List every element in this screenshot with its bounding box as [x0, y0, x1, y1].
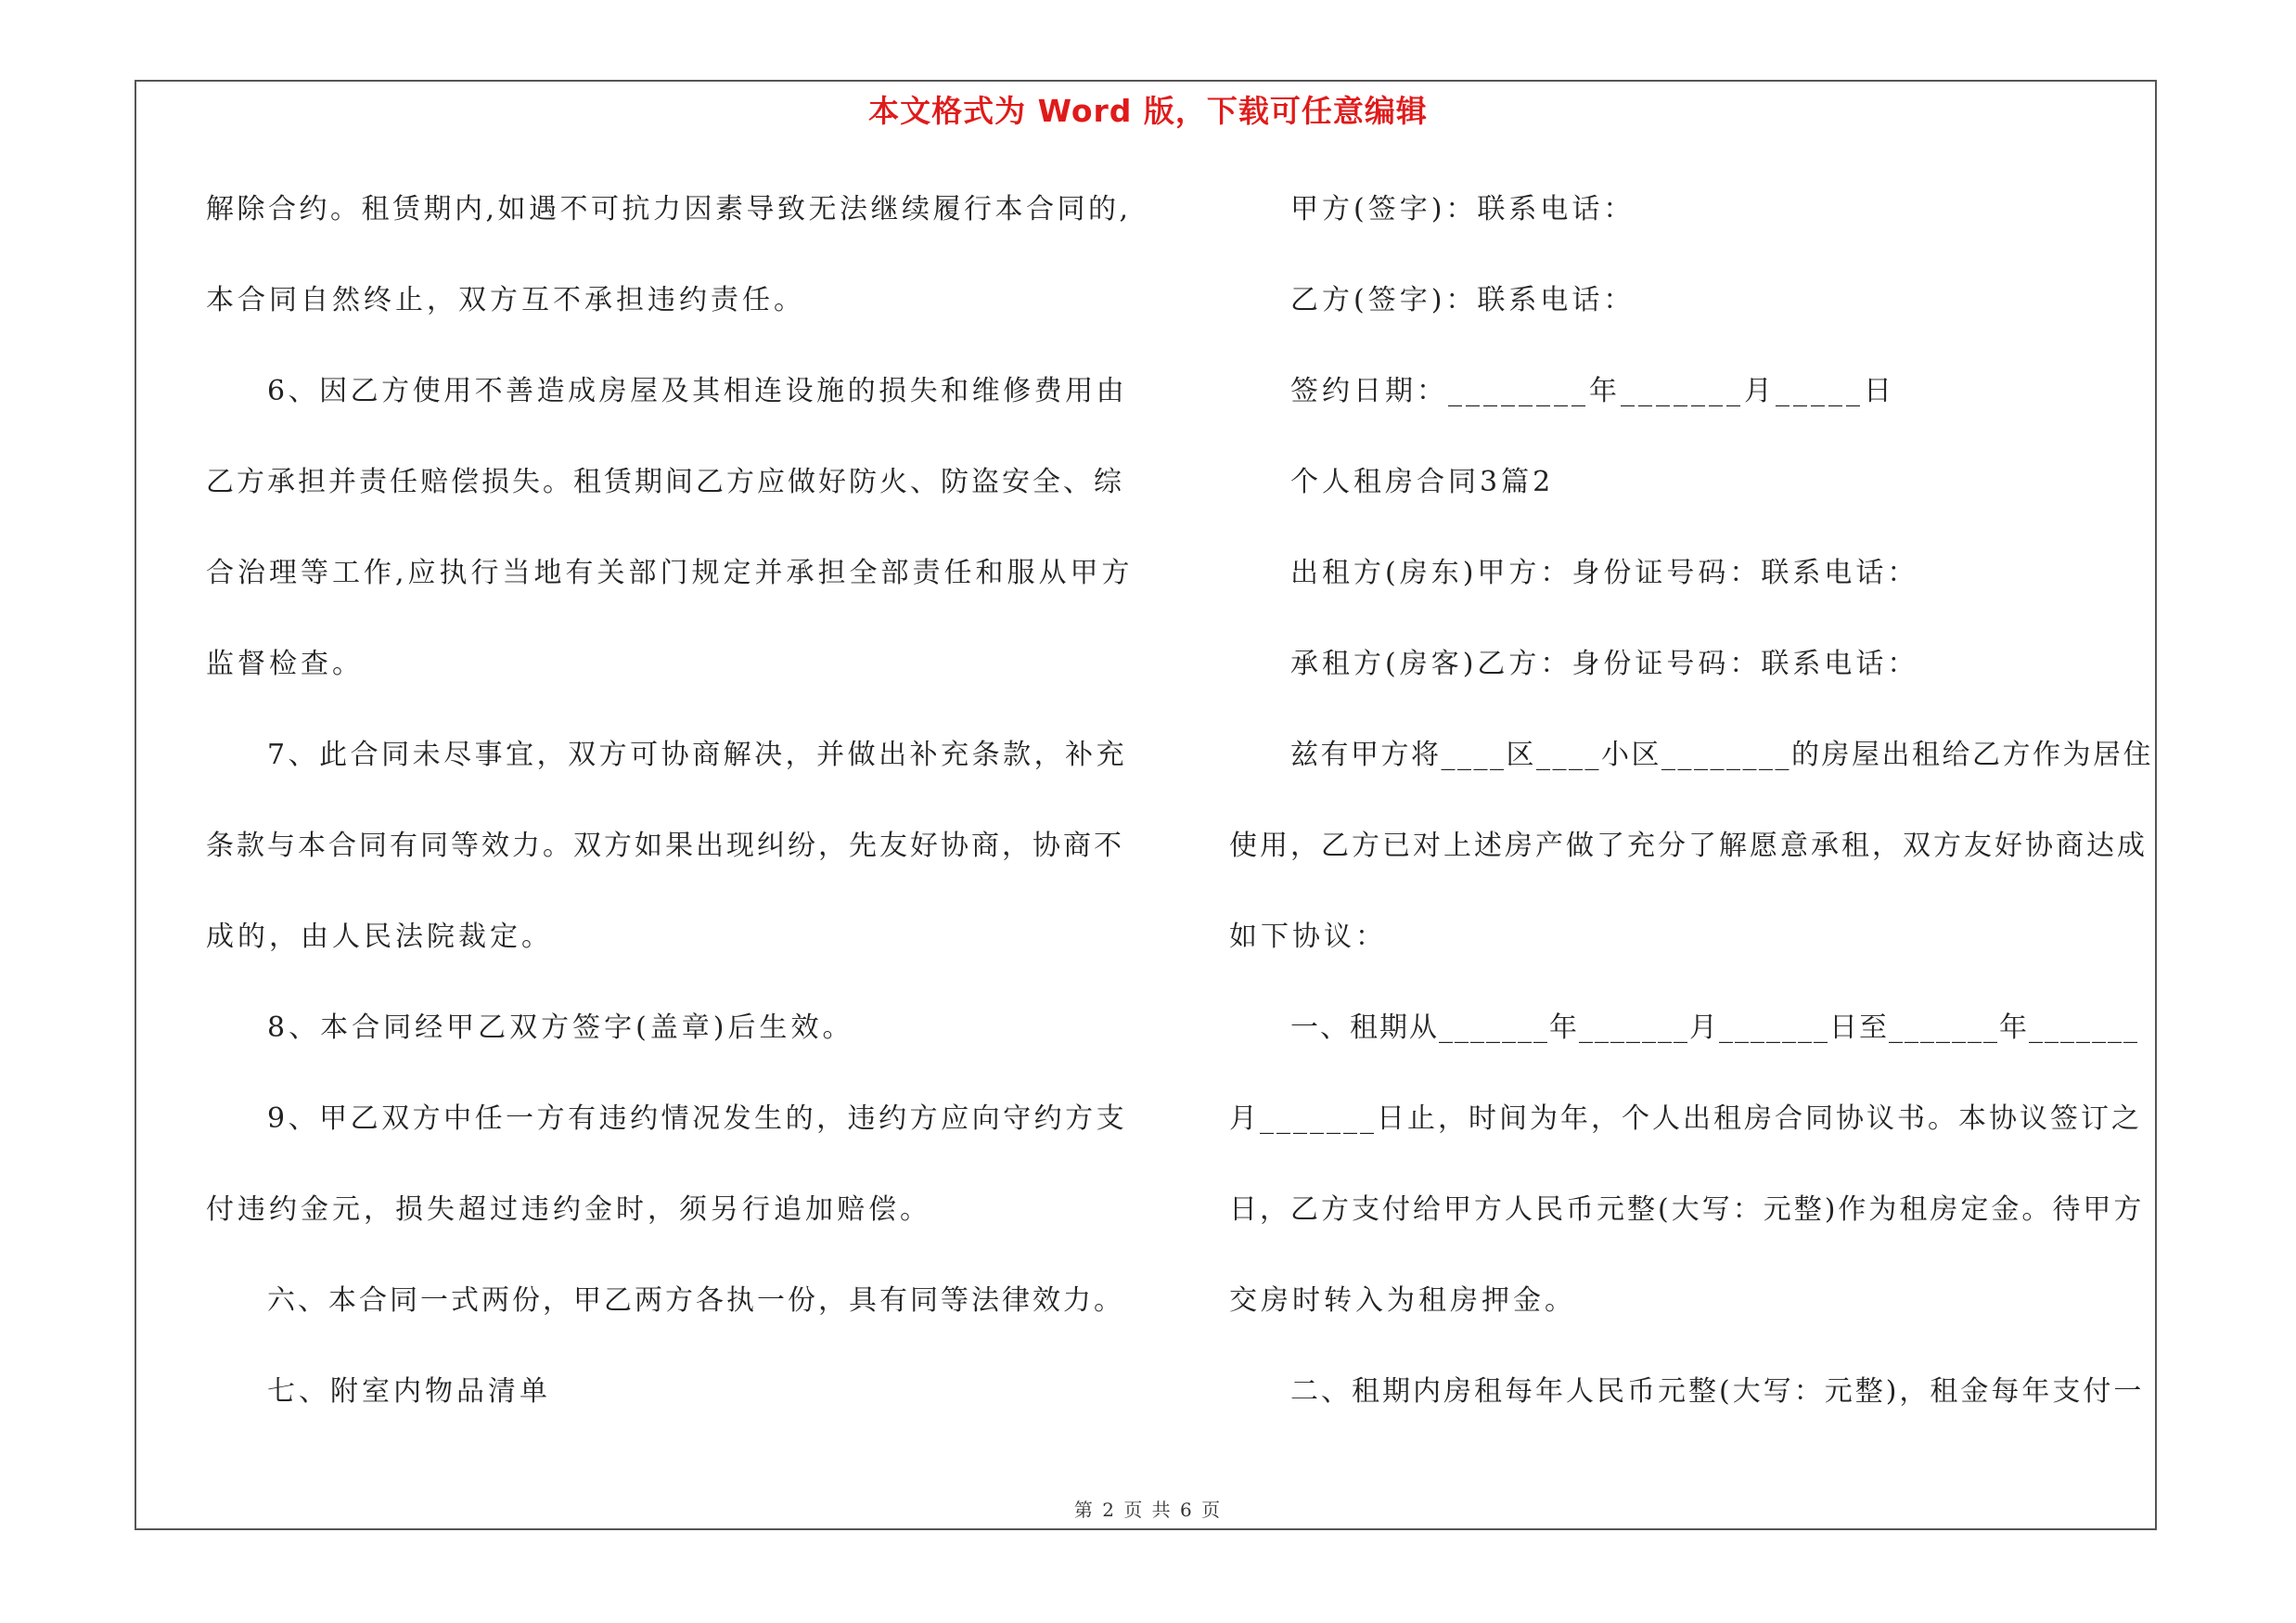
right-text-column	[1229, 182, 2157, 1455]
paragraph-line: 监督检查。	[206, 648, 364, 680]
paragraph-line: 8、本合同经甲乙双方签字(盖章)后生效。	[267, 1011, 854, 1044]
paragraph-line: 条款与本合同有同等效力。双方如果出现纠纷，先友好协商，协商不	[206, 830, 1124, 862]
paragraph-line: 二、租期内房租每年人民币元整(大写：元整)，租金每年支付一	[1290, 1375, 2145, 1408]
paragraph-line: 交房时转入为租房押金。	[1229, 1284, 1576, 1317]
section-heading: 个人租房合同3篇2	[1290, 466, 1555, 498]
paragraph-line: 甲方(签字)：联系电话：	[1290, 193, 1635, 225]
paragraph-line: 出租方(房东)甲方：身份证号码：联系电话：	[1290, 557, 1919, 589]
paragraph-line: 解除合约。租赁期内,如遇不可抗力因素导致无法继续履行本合同的,	[206, 193, 1132, 225]
paragraph-line: 如下协议：	[1229, 921, 1387, 953]
paragraph-line: 合治理等工作,应执行当地有关部门规定并承担全部责任和服从甲方	[206, 557, 1134, 589]
paragraph-line: 七、附室内物品清单	[267, 1375, 551, 1408]
paragraph-line: 日，乙方支付给甲方人民币元整(大写：元整)作为租房定金。待甲方	[1229, 1193, 2145, 1226]
paragraph-line: 承租方(房客)乙方：身份证号码：联系电话：	[1290, 648, 1919, 680]
paragraph-line: 月_______日止，时间为年，个人出租房合同协议书。本协议签订之	[1229, 1102, 2142, 1135]
paragraph-line: 六、本合同一式两份，甲乙两方各执一份，具有同等法律效力。	[267, 1284, 1124, 1317]
paragraph-line: 乙方承担并责任赔偿损失。租赁期间乙方应做好防火、防盗安全、综	[206, 466, 1124, 498]
paragraph-line: 一、租期从_______年_______月_______日至_______年_______	[1290, 1011, 2139, 1044]
paragraph-line: 7、此合同未尽事宜，双方可协商解决，并做出补充条款，补充	[267, 739, 1128, 771]
format-notice-banner: 本文格式为 Word 版，下载可任意编辑	[868, 93, 1428, 129]
paragraph-line: 使用，乙方已对上述房产做了充分了解愿意承租，双方友好协商达成	[1229, 830, 2148, 862]
paragraph-line: 9、甲乙双方中任一方有违约情况发生的，违约方应向守约方支	[267, 1102, 1128, 1135]
paragraph-line: 成的，由人民法院裁定。	[206, 921, 553, 953]
left-text-column	[206, 182, 1134, 1455]
paragraph-line: 签约日期：________年_______月_____日	[1290, 375, 1895, 407]
paragraph-line: 6、因乙方使用不善造成房屋及其相连设施的损失和维修费用由	[267, 375, 1128, 407]
paragraph-line: 兹有甲方将____区____小区________的房屋出租给乙方作为居住	[1290, 739, 2153, 771]
paragraph-line: 本合同自然终止，双方互不承担违约责任。	[206, 284, 805, 316]
paragraph-line: 乙方(签字)：联系电话：	[1290, 284, 1635, 316]
page-number-footer: 第 2 页 共 6 页	[1073, 1499, 1223, 1521]
paragraph-line: 付违约金元，损失超过违约金时，须另行追加赔偿。	[206, 1193, 931, 1226]
